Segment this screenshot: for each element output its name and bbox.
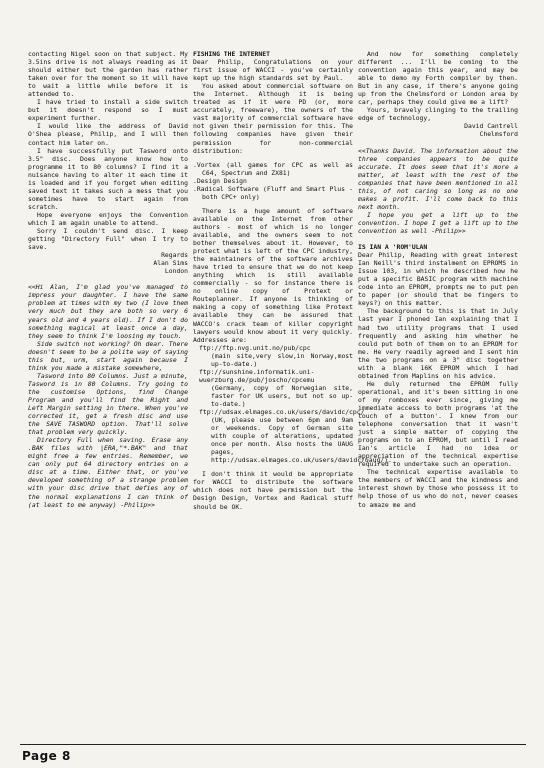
letter-paragraph: contacting Nigel soon on that subject. My 3.5ins drive is not always reading as it should either but the garden has rather taken over for the moment so it will have to wait a little while before it is attended to. bbox=[28, 50, 188, 99]
column-left bbox=[28, 50, 188, 742]
list-item: .Design Design bbox=[193, 176, 247, 185]
letter-paragraph: Sorry I couldn't send disc. I keep getting "Directory Full" when I try to save. bbox=[28, 227, 188, 252]
spacer bbox=[358, 235, 518, 243]
address-note: (main site,very slow,in Norway,most up-to-date.) bbox=[211, 351, 353, 368]
letter-paragraph: I have tried to install a side switch but it doesn't respond so I must experiment further. bbox=[28, 98, 188, 123]
web-address: http://udsax.elmages.co.uk/users/davidc/uaug/). bbox=[211, 456, 392, 465]
letter-paragraph: I don't think it would be appropriate for WACCI to distribute the software which does not have permission but the Design Design, Vortex and Radical stuff should be OK. bbox=[193, 470, 353, 511]
address-note: (Germany, copy of Norwegian site, faster for UK users, but not so up-to-date.) bbox=[211, 383, 353, 408]
footer-rule bbox=[20, 744, 526, 745]
list-item: .Vortex (all games for CPC as well as C64, Spectrum and ZX81) bbox=[193, 160, 353, 177]
editor-reply: <<Thanks David. The information about the three companies appears to be quite accurate. It does seem that it's more a matter, at least with the rest of the companies that have been mentioned in all this, of not caring so long as no one makes a profit. I'll come back to this next month. bbox=[358, 146, 518, 211]
letter-paragraph: Dear Philip, Reading with great interest Ian Neill's third instalment on EPROMS in Issue 103, in which he described how he put a specific BASIC program with machine code into an EPROM, prompts me to put pen to paper (or should that be fingers to keys?) on this matter. bbox=[358, 251, 518, 308]
editor-reply: <<Hi Alan, I'm glad you've managed to impress your daughter. I have the same problem at times with my two (I love them very much but they are both so very 6 years old and 4 years old). If I don't do something magical at least once a day, they seem to think I'm loosing my touch. bbox=[28, 283, 188, 340]
author-name: Alan Sims bbox=[153, 259, 188, 268]
letter-paragraph: Hope everyone enjoys the Convention which I am again unable to attend. bbox=[28, 210, 188, 227]
letter-paragraph: You asked about commercial software on the Internet. Although it is being treated as if it were PD (or, more accurately, freeware), the owners of the vast majority of commercial software have not given their permission for this. The following companies have given their permission for non-commercial distribution: bbox=[193, 82, 353, 155]
article-heading: FISHING THE INTERNET bbox=[193, 50, 270, 58]
letter-paragraph: Yours, bravely clinging to the trailing edge of technology, bbox=[358, 106, 518, 123]
editor-reply: Directory Full when saving. Erase any .BAK files with |ERA,"*.BAK" and that might free a few entries. Remember, we can only put 64 directory entries on a disc at a time. Either that, or you've developed something of a strange problem with your disc drive that defies any of the normal explanations I can think of (at least to me anyway) -Philip>> bbox=[28, 436, 188, 509]
article-heading: IS IAN A 'ROM'ULAN bbox=[358, 243, 428, 252]
letter-paragraph: He duly returned the EPROM fully operational, and it's been sitting in one of my romboxes ever since, giving me immediate access to both programs 'at the touch of a button'. I knew from our telephone conversation that it wasn't just a simple matter of copying the programs on to an EPROM, but until I read Ian's article I had no idea or appreciation of the technical expertise required to undertake such an operation. bbox=[358, 379, 518, 469]
ftp-address: ftp://sunshine.informatik.uni-wuerzburg.de/pub/joscho/cpcemu bbox=[199, 367, 315, 384]
spacer bbox=[358, 139, 518, 147]
letter-paragraph: I would like the address of David O'Shea please, Philip, and I will then contact him later on. bbox=[28, 122, 188, 147]
ftp-address: ftp://ftp.nvg.unit.no/pub/cpc bbox=[199, 343, 311, 352]
letter-paragraph: And now for something completely different ... I'll be coming to the convention again this year, and may be able to demo my Forth compiler by then. But in any case, if there's anyone going up from the Chelmsford or London area by car, perhaps they could give me a lift? bbox=[358, 50, 518, 107]
editor-reply: I hope you get a lift up to the convention. I hope I get a lift up to the convention as well -Philip>> bbox=[358, 210, 518, 235]
letter-paragraph: There is a huge amount of software available on the Internet from other authors - most of which is no longer available, and the owners seem to not bother themselves about it. However, to protect what is left of the CPC industry, the maintainers of the software archives have tried to ensure that we do not keep anything which is still available commercially - so for instance there is no online copy of Protext or Routeplanner. If anyone is thinking of making a copy of something like Protext available they can be assured that WACCO's crack team of killer copyright lawyers would know about it very quickly. Addresses are: bbox=[193, 206, 353, 344]
page-number: Page 8 bbox=[22, 749, 71, 763]
column-middle bbox=[193, 50, 392, 742]
list-item: .Radical Software (Fluff and Smart Plus - both CPC+ only) bbox=[193, 184, 353, 201]
author-location: London bbox=[164, 267, 188, 276]
signoff: Regards bbox=[161, 251, 188, 260]
author-name: David Cantrell bbox=[464, 122, 518, 131]
column-right bbox=[358, 50, 518, 742]
letter-paragraph: The background to this is that in July last year I phoned Ian explaining that I had two utility programs that I used frequently and asking him whether he could put both of them on to an EPROM for me. He very readily agreed and I sent him the two programs on a 3" disc together with a blank 16K EPROM which I had obtained from Maplins on his advice. bbox=[358, 307, 518, 380]
address-note: (UK, please use between 6pm and 9am or weekends. Copy of German site with couple of alterations, updated once per month. Also hosts the UAUG pages, bbox=[211, 416, 353, 457]
editor-reply: Tasword into 80 Columns. Just a minute, Tasword is in 80 Columns. Try going to the customise Options, find Change Program and you'll find the Right and Left Margin setting in there. When you've corrected it, get a fresh disc and use the SAVE TASWORD option. That'll solve that problem very quickly. bbox=[28, 371, 188, 437]
spacer bbox=[28, 275, 188, 283]
letter-paragraph: The technical expertise available to the members of WACCI and the kindness and interest shown by those who possess it to help those of us who do not, never ceases to amaze me and bbox=[358, 468, 518, 509]
editor-reply: Side switch not working? Oh dear. There doesn't seem to be a polite way of saying this but, urm, start again because I think you made a mistake somewhere, bbox=[28, 339, 188, 372]
letter-paragraph: Dear Philip, Congratulations on your first issue of WACCI - you've certainly kept up the high standards set by Paul. bbox=[193, 58, 353, 83]
ftp-address: ftp://udsax.elmages.co.uk/users/davidc/cpc/ bbox=[199, 408, 365, 417]
author-location: Chelmsford bbox=[479, 130, 518, 139]
letter-paragraph: I have successfully put Tasword onto 3.5" disc. Does anyone know how to programme it to 80 columns? I find it a nuisance having to alter it each time it is loaded and if you forget when editing saved text it takes such a mess that you sometimes have to start again from scratch. bbox=[28, 146, 188, 211]
